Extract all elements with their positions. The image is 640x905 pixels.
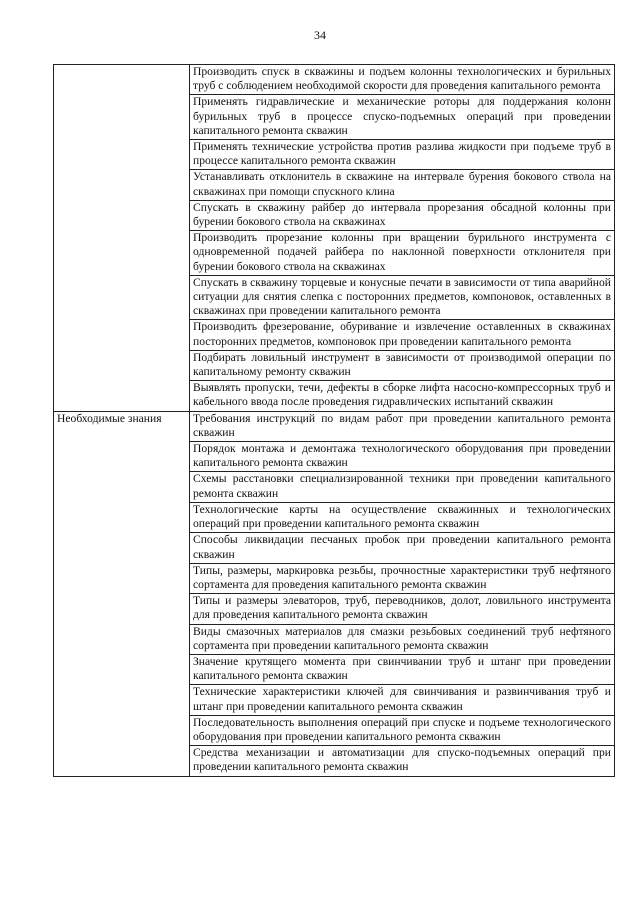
action-item: Устанавливать отклонитель в скважине на интервале бурения бокового ствола на скважинах при помощи спускного клина xyxy=(190,170,615,200)
action-item: Спускать в скважину торцевые и конусные печати в зависимости от типа аварийной ситуации для снятия слепка с посторонних предметов, компоновок, оставленных в скважинах при проведении капитального ремонта xyxy=(190,275,615,320)
action-item: Производить фрезерование, обуривание и извлечение оставленных в скважинах посторонних предметов, компоновок при проведении капитального ремонта xyxy=(190,320,615,350)
page-number: 34 xyxy=(314,28,326,42)
action-item: Спускать в скважину райбер до интервала прорезания обсадной колонны при бурении бокового ствола на скважинах xyxy=(190,200,615,230)
knowledge-item: Порядок монтажа и демонтажа технологического оборудования при проведении капитального ремонта скважин xyxy=(190,442,615,472)
knowledge-item: Способы ликвидации песчаных пробок при проведении капитального ремонта скважин xyxy=(190,533,615,563)
knowledge-item: Технологические карты на осуществление скважинных и технологических операций при проведении капитального ремонта скважин xyxy=(190,502,615,532)
knowledge-item: Виды смазочных материалов для смазки резьбовых соединений труб нефтяного сортамента при проведении капитального ремонта скважин xyxy=(190,624,615,654)
action-item: Производить прорезание колонны при вращении бурильного инструмента с одновременной подачей райбера по наклонной поверхности отклонителя при бурении бокового ствола на скважинах xyxy=(190,231,615,276)
knowledge-item: Последовательность выполнения операций при спуске и подъеме технологического оборудования при проведении капитального ремонта скважин xyxy=(190,715,615,745)
knowledge-item: Требования инструкций по видам работ при проведении капитального ремонта скважин xyxy=(190,411,615,441)
action-item: Производить спуск в скважины и подъем колонны технологических и бурильных труб с соблюдением необходимой скорости для проведения капитального ремонта xyxy=(190,65,615,95)
action-item: Подбирать ловильный инструмент в зависимости от производимой операции по капитальному ремонту скважин xyxy=(190,350,615,380)
row-label-empty xyxy=(54,65,190,412)
knowledge-item: Типы и размеры элеваторов, труб, переводников, долот, ловильного инструмента для проведения капитального ремонта скважин xyxy=(190,594,615,624)
knowledge-item: Значение крутящего момента при свинчивании труб и штанг при проведении капитального ремонта скважин xyxy=(190,654,615,684)
knowledge-item: Технические характеристики ключей для свинчивания и развинчивания труб и штанг при проведении капитального ремонта скважин xyxy=(190,685,615,715)
table-row xyxy=(54,411,615,441)
knowledge-item: Типы, размеры, маркировка резьбы, прочностные характеристики труб нефтяного сортамента для проведения капитального ремонта скважин xyxy=(190,563,615,593)
knowledge-item: Средства механизации и автоматизации для спуско-подъемных операций при проведении капитального ремонта скважин xyxy=(190,746,615,776)
action-item: Применять технические устройства против разлива жидкости при подъеме труб в процессе капитального ремонта скважин xyxy=(190,140,615,170)
knowledge-section-label: Необходимые знания xyxy=(54,411,190,776)
requirements-table xyxy=(53,64,615,777)
action-item: Применять гидравлические и механические роторы для поддержания колонн бурильных труб в процессе спуско-подъемных операций при проведении капитального ремонта скважин xyxy=(190,95,615,140)
action-item: Выявлять пропуски, течи, дефекты в сборке лифта насосно-компрессорных труб и кабельного ввода после проведения гидравлических испытаний скважин xyxy=(190,381,615,411)
table-row xyxy=(54,65,615,95)
knowledge-item: Схемы расстановки специализированной техники при проведении капитального ремонта скважин xyxy=(190,472,615,502)
